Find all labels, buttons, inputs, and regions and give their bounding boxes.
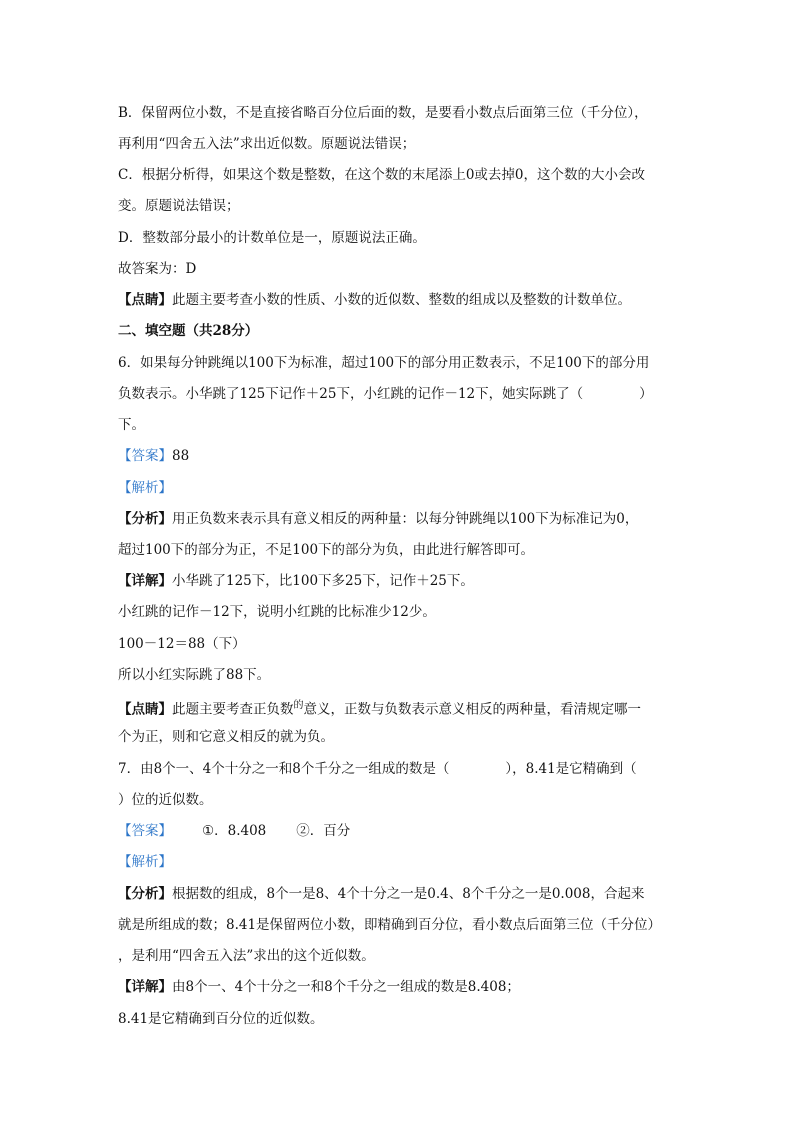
jiexi-label: 【解析】 bbox=[118, 480, 172, 496]
text-line: 小红跳的记作－12下，说明小红跳的比标准少12少。 bbox=[118, 604, 436, 620]
text-line bbox=[118, 291, 631, 309]
question-7-line: ）位的近似数。 bbox=[118, 792, 213, 808]
section-heading: 二、填空题（共28分） bbox=[118, 323, 259, 339]
answer-value-1: ①．8.408 bbox=[202, 823, 267, 839]
jiexi-label: 【解析】 bbox=[118, 854, 172, 870]
text-line: 就是所组成的数；8.41是保留两位小数，即精确到百分位，看小数点后面第三位（千分位） bbox=[118, 917, 662, 933]
text-line: 100－12＝88（下） bbox=[118, 636, 246, 652]
text-line: ，是利用“四舍五入法”求出的这个近似数。 bbox=[118, 948, 375, 964]
text-line: 超过100下的部分为正，不足100下的部分为负，由此进行解答即可。 bbox=[118, 542, 535, 558]
text-line: 变。原题说法错误； bbox=[118, 198, 240, 214]
fenxi-label: 【分析】 bbox=[118, 886, 172, 902]
answer-label: 【答案】 bbox=[118, 448, 172, 464]
answer-line bbox=[118, 822, 350, 840]
question-7-text: ），8.41是它精确到（ bbox=[505, 761, 637, 777]
superscript-char: 的 bbox=[293, 700, 304, 711]
text-line: 个为正，则和它意义相反的就为负。 bbox=[118, 729, 334, 745]
xiangjie-label: 【详解】 bbox=[118, 979, 172, 995]
dianjing-label: 【点睛】 bbox=[118, 701, 172, 718]
answer-line bbox=[118, 447, 189, 465]
xiangjie-label: 【详解】 bbox=[118, 573, 172, 589]
question-7-text: 7．由8个一、4个十分之一和8个千分之一组成的数是（ bbox=[118, 761, 450, 777]
xiangjie-line bbox=[118, 978, 520, 996]
xiangjie-line bbox=[118, 572, 474, 590]
question-6-text: 负数表示。小华跳了125下记作＋25下，小红跳的记作－12下，她实际跳了（ bbox=[118, 386, 584, 402]
dianjing-label: 【点睛】 bbox=[118, 292, 172, 308]
answer-value-2: ②．百分 bbox=[296, 823, 351, 839]
fenxi-line bbox=[118, 510, 638, 528]
fenxi-text: 根据数的组成，8个一是8、4个十分之一是0.4、8个千分之一是0.008，合起来 bbox=[172, 886, 645, 902]
xiangjie-text: 小华跳了125下，比100下多25下，记作＋25下。 bbox=[172, 573, 474, 589]
answer-value: 88 bbox=[172, 448, 190, 464]
text-line: 故答案为：D bbox=[118, 261, 197, 277]
close-paren: ） bbox=[639, 386, 653, 402]
fenxi-label: 【分析】 bbox=[118, 511, 172, 527]
fenxi-text: 用正负数来表示具有意义相反的两种量：以每分钟跳绳以100下为标准记为0， bbox=[172, 511, 639, 527]
fenxi-line bbox=[118, 885, 644, 903]
question-6-line bbox=[118, 385, 653, 403]
text-line: 所以小红实际跳了88下。 bbox=[118, 667, 271, 683]
dianjing-line bbox=[118, 697, 641, 719]
question-7-line bbox=[118, 760, 637, 778]
question-6-line: 6．如果每分钟跳绳以100下为标准，超过100下的部分用正数表示，不足100下的部分用 bbox=[118, 355, 650, 371]
text-line: B．保留两位小数，不是直接省略百分位后面的数，是要看小数点后面第三位（千分位）， bbox=[118, 105, 648, 121]
answer-label: 【答案】 bbox=[118, 823, 172, 839]
xiangjie-text: 由8个一、4个十分之一和8个千分之一组成的数是8.408； bbox=[172, 979, 520, 995]
text-line: 再利用“四舍五入法”求出近似数。原题说法错误； bbox=[118, 136, 416, 152]
dianjing-text: 此题主要考查正负数 bbox=[172, 701, 294, 718]
text-line: 8.41是它精确到百分位的近似数。 bbox=[118, 1011, 324, 1027]
text-line: D．整数部分最小的计数单位是一，原题说法正确。 bbox=[118, 230, 426, 246]
dianjing-text: 意义，正数与负数表示意义相反的两种量，看清规定哪一 bbox=[303, 701, 641, 718]
dianjing-text: 此题主要考查小数的性质、小数的近似数、整数的组成以及整数的计数单位。 bbox=[172, 292, 631, 308]
question-6-line: 下。 bbox=[118, 417, 145, 433]
text-line: C．根据分析得，如果这个数是整数，在这个数的末尾添上0或去掉0，这个数的大小会改 bbox=[118, 167, 646, 183]
